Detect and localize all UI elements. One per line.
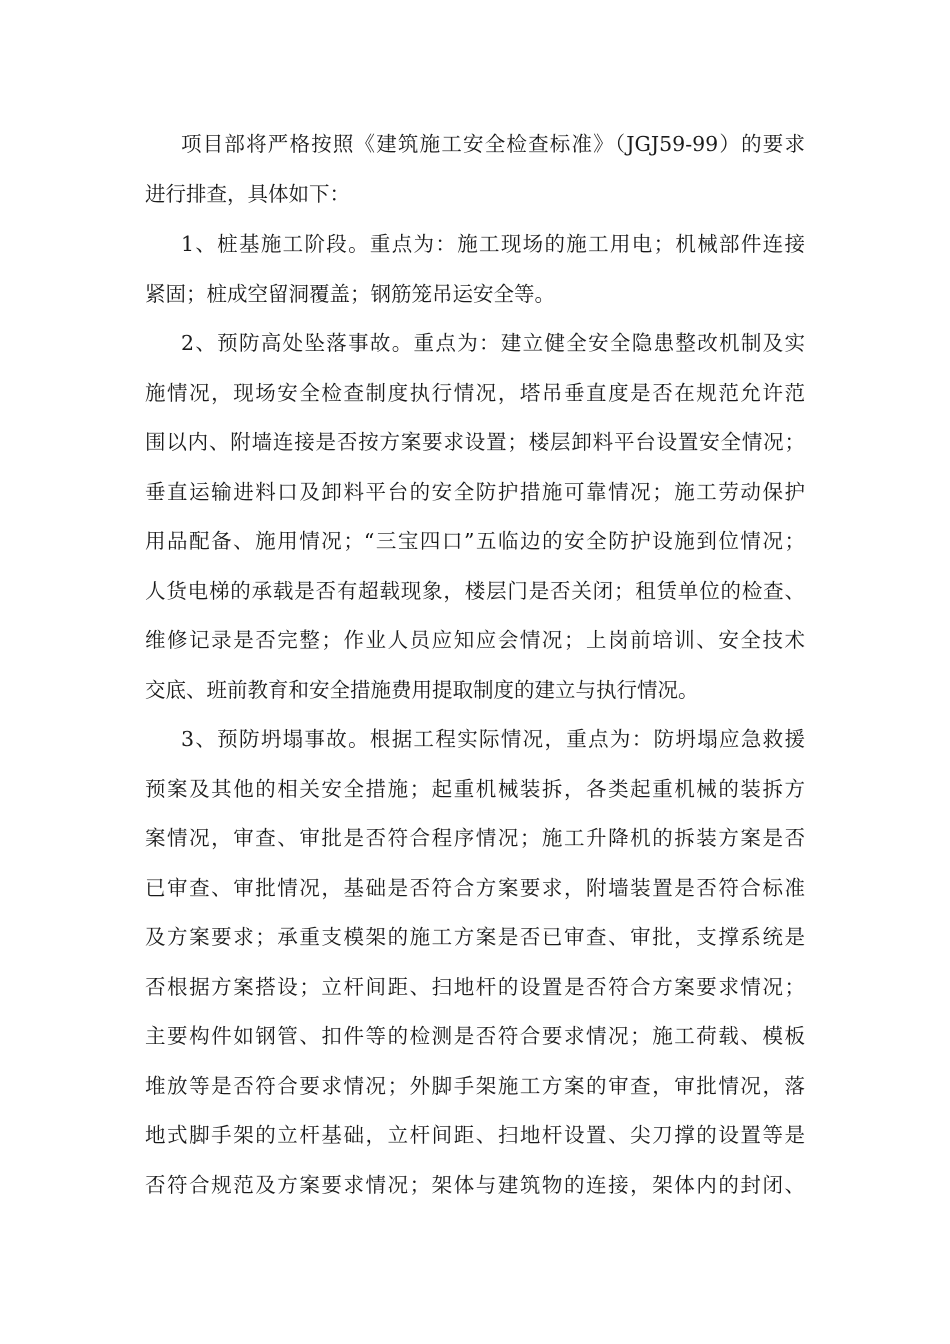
paragraph-line: 人货电梯的承载是否有超载现象，楼层门是否关闭；租赁单位的检查、	[145, 579, 805, 603]
paragraph-line: 堆放等是否符合要求情况；外脚手架施工方案的审查，审批情况，落	[145, 1074, 805, 1098]
paragraph-line: 1、桩基施工阶段。重点为：施工现场的施工用电；机械部件连接	[181, 232, 805, 256]
paragraph-line: 进行排查，具体如下：	[145, 182, 350, 206]
text-line	[0, 424, 950, 460]
text-line	[0, 771, 950, 807]
text-line	[0, 474, 950, 510]
text-line	[0, 919, 950, 955]
text-line	[0, 276, 950, 312]
paragraph-line: 施情况，现场安全检查制度执行情况，塔吊垂直度是否在规范允许范	[145, 381, 805, 405]
text-line	[0, 1167, 950, 1203]
paragraph-line: 主要构件如钢管、扣件等的检测是否符合要求情况；施工荷载、模板	[145, 1024, 805, 1048]
paragraph-line: 3、预防坍塌事故。根据工程实际情况，重点为：防坍塌应急救援	[181, 727, 805, 751]
paragraph-line: 用品配备、施用情况；“三宝四口”五临边的安全防护设施到位情况；	[145, 529, 805, 553]
text-line	[0, 126, 950, 162]
text-line	[0, 820, 950, 856]
paragraph-line: 垂直运输进料口及卸料平台的安全防护措施可靠情况；施工劳动保护	[145, 480, 805, 504]
paragraph-line: 2、预防高处坠落事故。重点为：建立健全安全隐患整改机制及实	[181, 331, 805, 355]
text-line	[0, 573, 950, 609]
paragraph-line: 交底、班前教育和安全措施费用提取制度的建立与执行情况。	[145, 678, 699, 702]
paragraph-line: 否根据方案搭设；立杆间距、扫地杆的设置是否符合方案要求情况；	[145, 975, 805, 999]
text-line	[0, 969, 950, 1005]
paragraph-line: 围以内、附墙连接是否按方案要求设置；楼层卸料平台设置安全情况；	[145, 430, 805, 454]
text-line	[0, 672, 950, 708]
text-line	[0, 870, 950, 906]
paragraph-line: 维修记录是否完整；作业人员应知应会情况；上岗前培训、安全技术	[145, 628, 805, 652]
paragraph-line: 及方案要求；承重支模架的施工方案是否已审查、审批，支撑系统是	[145, 925, 805, 949]
paragraph-line: 地式脚手架的立杆基础，立杆间距、扫地杆设置、尖刀撑的设置等是	[145, 1123, 805, 1147]
paragraph-line: 否符合规范及方案要求情况；架体与建筑物的连接，架体内的封闭、	[145, 1173, 805, 1197]
text-line	[0, 375, 950, 411]
paragraph-line: 案情况，审查、审批是否符合程序情况；施工升降机的拆装方案是否	[145, 826, 805, 850]
text-line	[0, 325, 950, 361]
text-line	[0, 226, 950, 262]
text-line	[0, 1068, 950, 1104]
text-line	[0, 1117, 950, 1153]
text-line	[0, 176, 950, 212]
text-line	[0, 523, 950, 559]
paragraph-line: 紧固；桩成空留洞覆盖；钢筋笼吊运安全等。	[145, 282, 555, 306]
text-line	[0, 622, 950, 658]
paragraph-line: 项目部将严格按照《建筑施工安全检查标准》（JGJ59-99）的要求	[181, 132, 805, 156]
text-line	[0, 721, 950, 757]
paragraph-line: 预案及其他的相关安全措施；起重机械装拆，各类起重机械的装拆方	[145, 777, 805, 801]
paragraph-line: 已审查、审批情况，基础是否符合方案要求，附墙装置是否符合标准	[145, 876, 805, 900]
text-line	[0, 1018, 950, 1054]
